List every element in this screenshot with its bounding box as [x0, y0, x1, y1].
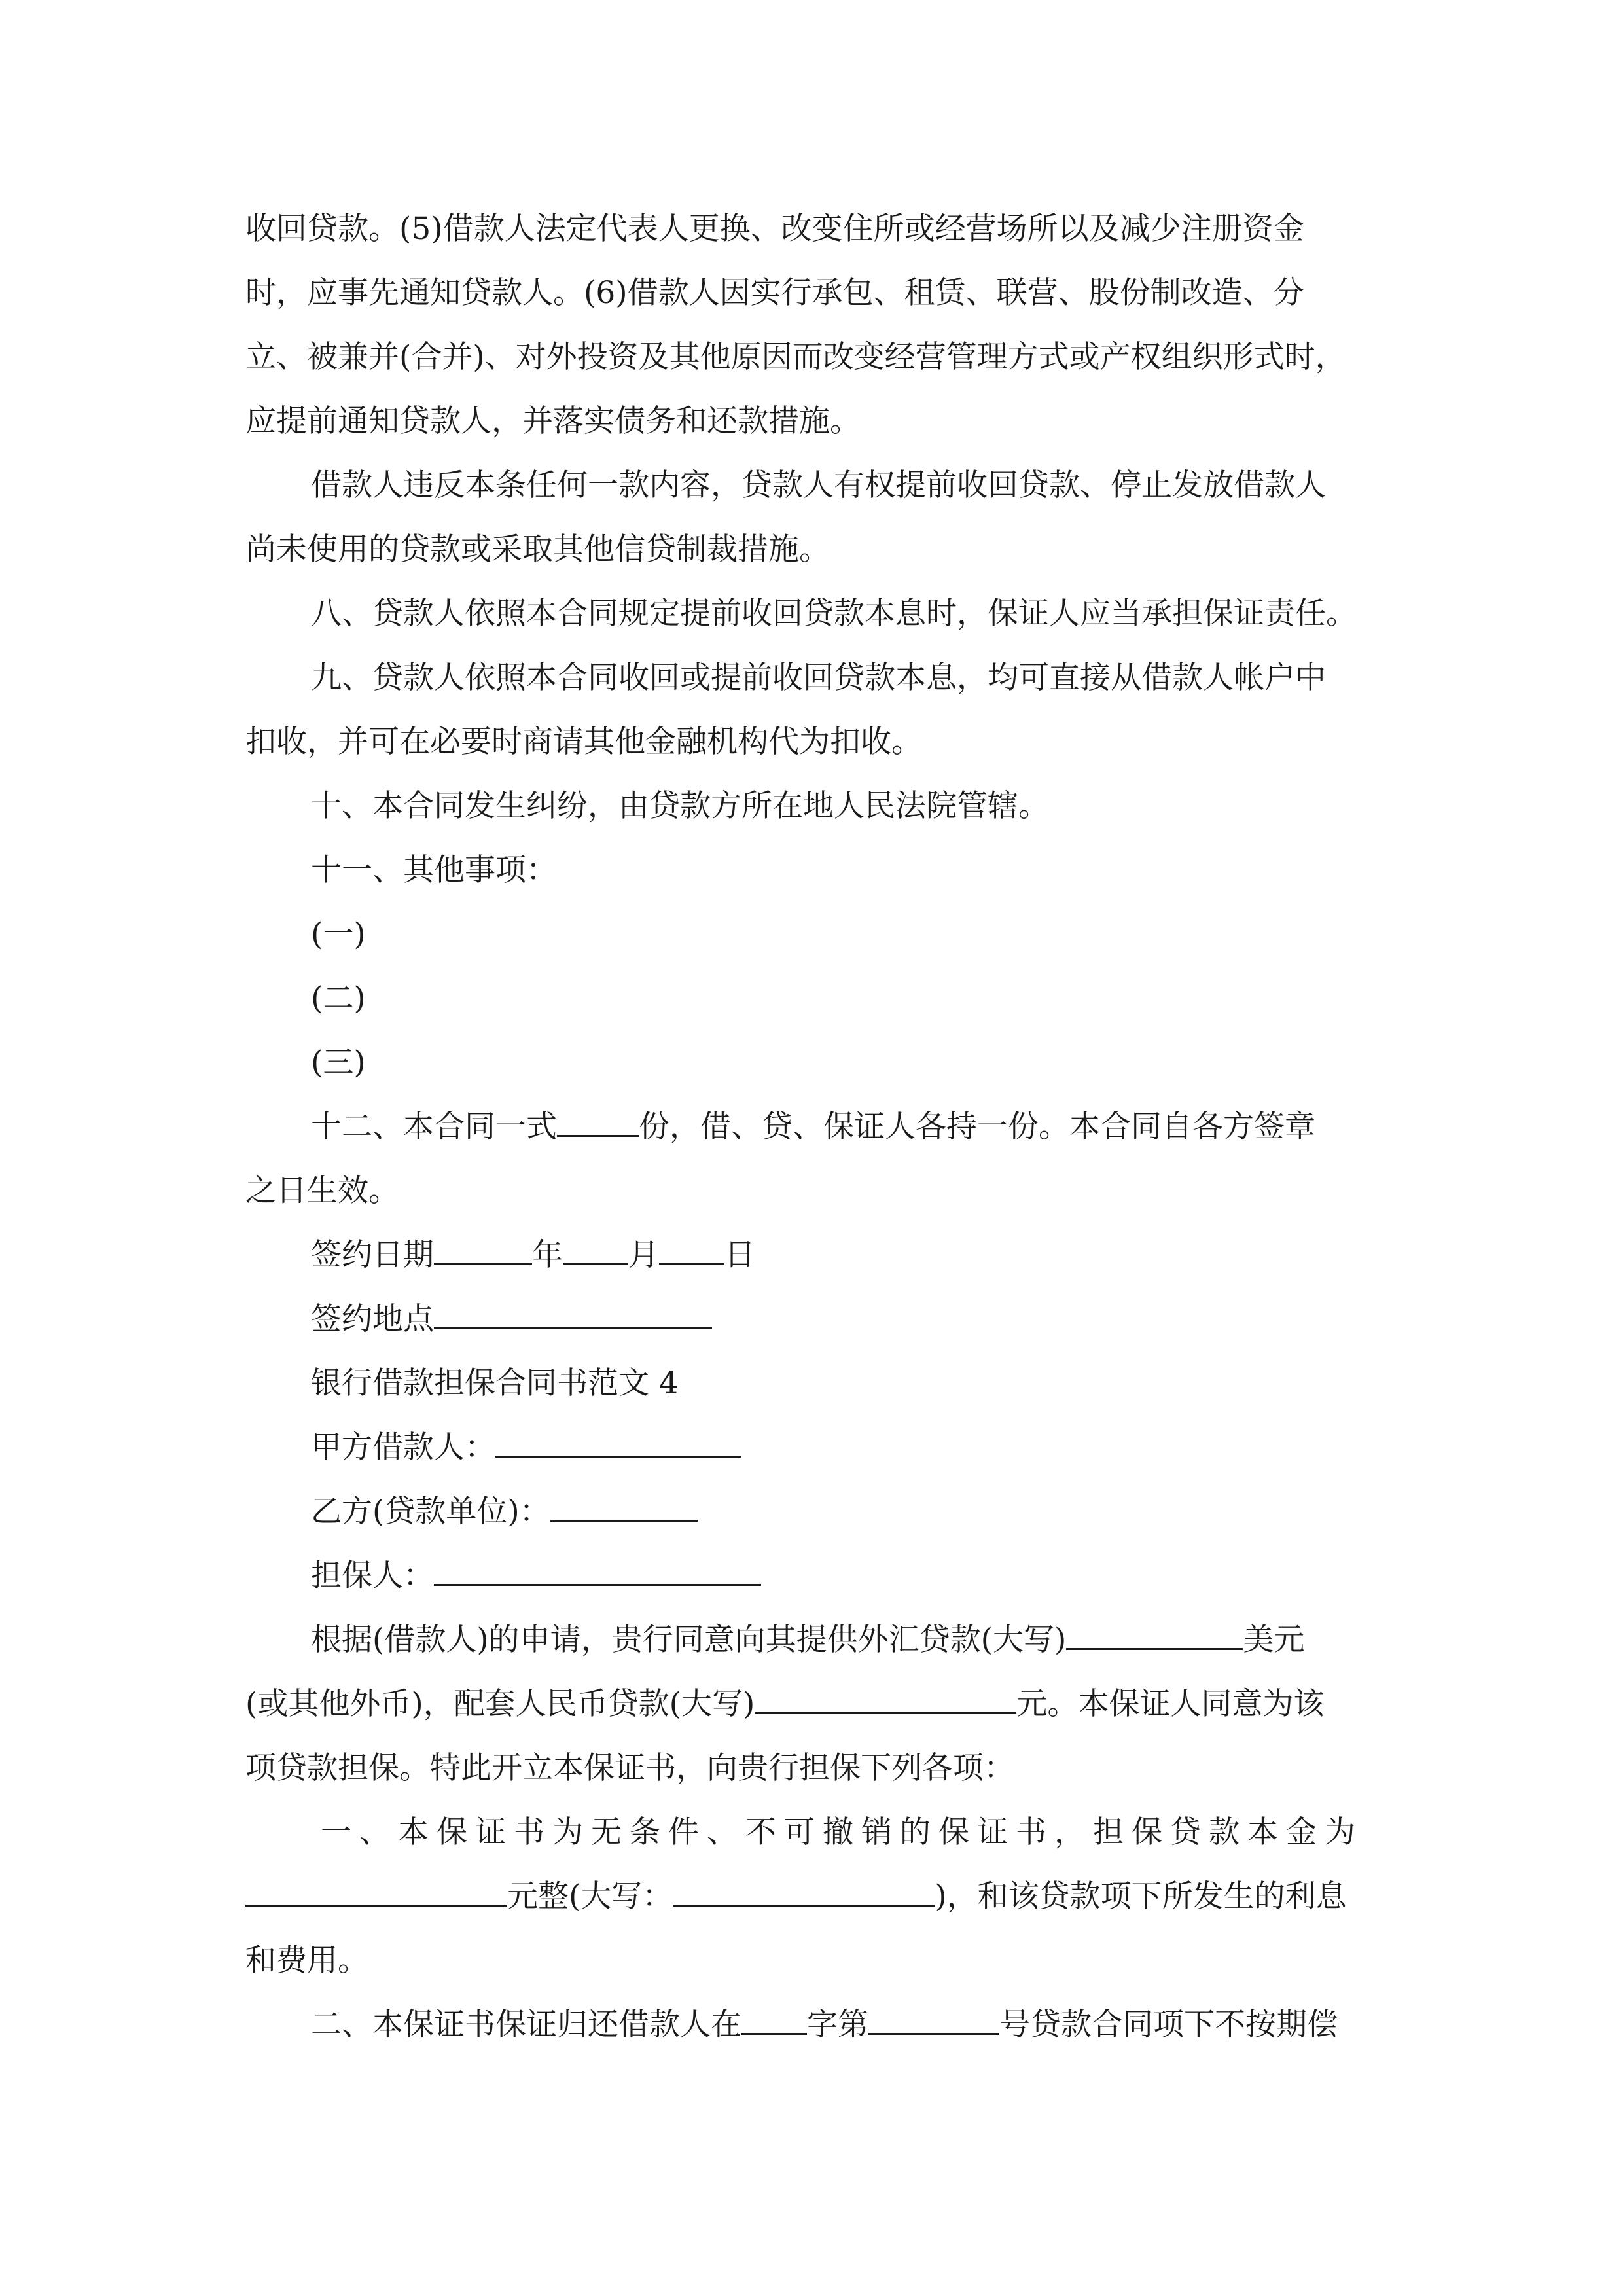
party-b-blank[interactable]	[550, 1480, 698, 1522]
party-b-label: 乙方(贷款单位)：	[311, 1494, 550, 1530]
clause-10: 十、本合同发生纠纷，由贷款方所在地人民法院管辖。	[311, 788, 1049, 824]
guarantee-item-2	[311, 1993, 1381, 2057]
preamble-line	[311, 1608, 1381, 1672]
body-line: 扣收，并可在必要时商请其他金融机构代为扣收。	[245, 724, 922, 760]
signing-date-line	[311, 1223, 1381, 1287]
item-1-text-b: )，和该贷款项下所发生的利息	[935, 1878, 1347, 1914]
body-line: 时，应事先通知贷款人。(6)借款人因实行承包、租赁、联营、股份制改造、分	[245, 275, 1304, 311]
sub-item-3: (三)	[311, 1045, 366, 1081]
body-line: 收回贷款。(5)借款人法定代表人更换、改变住所或经营场所以及减少注册资金	[245, 211, 1304, 247]
body-line: 和费用。	[245, 1943, 368, 1979]
guarantor-line	[311, 1544, 1381, 1608]
body-line: 之日生效。	[245, 1173, 399, 1209]
contract-number-blank[interactable]	[868, 1994, 999, 2035]
clause-8: 八、贷款人依照本合同规定提前收回贷款本息时，保证人应当承担保证责任。	[311, 596, 1357, 632]
sub-item-1: (一)	[311, 916, 366, 952]
body-line: 应提前通知贷款人，并落实债务和还款措施。	[245, 403, 861, 439]
foreign-loan-blank[interactable]	[1066, 1609, 1243, 1650]
party-a-label: 甲方借款人：	[311, 1429, 495, 1465]
copies-blank[interactable]	[557, 1096, 639, 1137]
rmb-loan-blank[interactable]	[755, 1673, 1016, 1714]
item-2-text-a: 二、本保证书保证归还借款人在	[311, 2007, 741, 2043]
party-a-blank[interactable]	[495, 1416, 741, 1458]
guarantor-label: 担保人：	[311, 1558, 434, 1594]
party-a-line	[311, 1416, 1381, 1480]
preamble-text-b: 美元	[1243, 1622, 1305, 1658]
party-b-line	[311, 1480, 1381, 1544]
guarantee-item-1-line	[245, 1865, 1381, 1929]
body-line: 借款人违反本条任何一款内容，贷款人有权提前收回贷款、停止发放借款人	[311, 467, 1326, 503]
day-blank[interactable]	[659, 1224, 724, 1265]
item-2-text-c: 号贷款合同项下不按期偿	[999, 2007, 1338, 2043]
month-blank[interactable]	[563, 1224, 628, 1265]
signing-place-label: 签约地点	[311, 1301, 434, 1337]
preamble-text-c: (或其他外币)，配套人民币贷款(大写)	[245, 1686, 755, 1722]
body-line: 尚未使用的贷款或采取其他信贷制裁措施。	[245, 531, 830, 567]
principal-blank[interactable]	[245, 1865, 507, 1907]
preamble-text-a: 根据(借款人)的申请，贵行同意向其提供外汇贷款(大写)	[311, 1622, 1067, 1658]
body-line: 立、被兼并(合并)、对外投资及其他原因而改变经营管理方式或产权组织形式时，	[245, 339, 1346, 375]
sub-item-2: (二)	[311, 980, 366, 1016]
signing-place-line	[311, 1287, 1381, 1352]
contract-prefix-blank[interactable]	[741, 1994, 807, 2035]
item-1-text-a: 元整(大写：	[507, 1878, 673, 1914]
signing-date-label: 签约日期	[311, 1237, 434, 1273]
day-label: 日	[724, 1237, 755, 1273]
principal-capital-blank[interactable]	[673, 1865, 935, 1907]
guarantor-blank[interactable]	[434, 1545, 761, 1586]
guarantee-item-1: 一、本保证书为无条件、不可撤销的保证书，担保贷款本金为	[321, 1814, 1363, 1850]
body-line: 项贷款担保。特此开立本保证书，向贵行担保下列各项：	[245, 1750, 1014, 1786]
month-label: 月	[628, 1237, 659, 1273]
year-label: 年	[532, 1237, 563, 1273]
clause-11: 十一、其他事项：	[311, 852, 557, 888]
preamble-text-d: 元。本保证人同意为该	[1016, 1686, 1325, 1722]
item-2-text-b: 字第	[807, 2007, 868, 2043]
section-title: 银行借款担保合同书范文 4	[311, 1365, 679, 1401]
clause-12-text-a: 十二、本合同一式	[311, 1109, 557, 1145]
clause-9: 九、贷款人依照本合同收回或提前收回贷款本息，均可直接从借款人帐户中	[311, 660, 1326, 696]
clause-12	[311, 1095, 1381, 1159]
year-blank[interactable]	[434, 1224, 532, 1265]
signing-place-blank[interactable]	[434, 1288, 712, 1329]
clause-12-text-b: 份，借、贷、保证人各持一份。本合同自各方签章	[639, 1109, 1315, 1145]
preamble-line	[245, 1672, 1381, 1736]
